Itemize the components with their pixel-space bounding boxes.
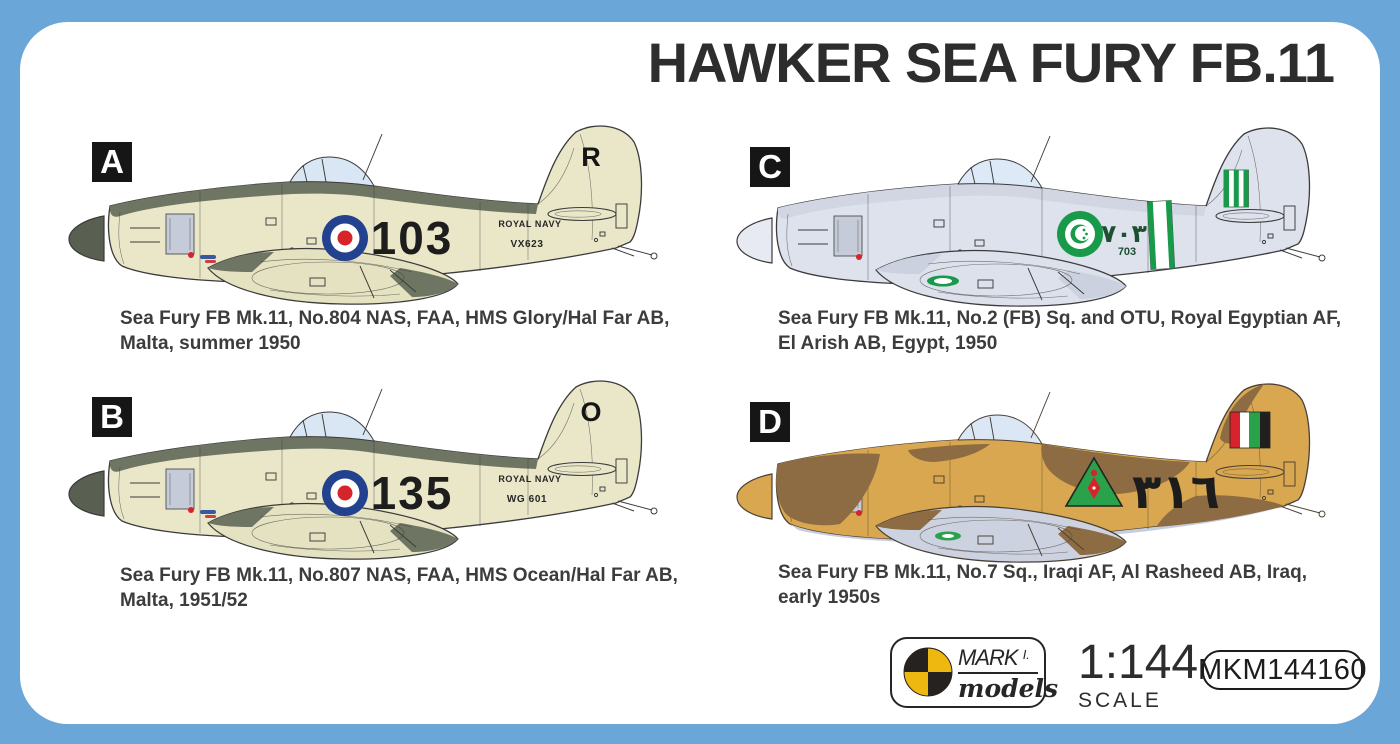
tail-letter: R — [581, 142, 601, 172]
brand-word-bottom: models — [958, 674, 1059, 703]
tail-letter: O — [580, 397, 602, 427]
aircraft-profile-d — [728, 378, 1328, 564]
egyptian-roundel — [1057, 211, 1103, 257]
fuselage-code-western: 703 — [1117, 246, 1137, 258]
scale-label: SCALE — [1078, 689, 1162, 712]
profile-d-badge: D — [750, 402, 790, 442]
fin-flash — [1224, 170, 1249, 207]
service-title: ROYAL NAVY — [498, 474, 562, 484]
brand-roman-numeral: I. — [1022, 647, 1030, 662]
raf-roundel — [322, 470, 368, 516]
brand-logo — [890, 637, 1059, 708]
profile-a-caption: Sea Fury FB Mk.11, No.804 NAS, FAA, HMS Glory/Hal Far AB, Malta, summer 1950 — [120, 308, 670, 354]
profile-c-badge: C — [750, 147, 790, 187]
fuselage-code-arabic: ٣١٦ — [1132, 464, 1220, 520]
brand-logo-icon — [903, 647, 953, 697]
scale-value: 1:144 — [1078, 636, 1199, 689]
profile-c-caption: Sea Fury FB Mk.11, No.2 (FB) Sq. and OTU, Royal Egyptian AF, El Arish AB, Egypt, 1950 — [778, 308, 1342, 354]
profile-b-badge: B — [92, 397, 132, 437]
aircraft-profile-c — [728, 122, 1328, 308]
fuselage-code-arabic: ٧٠٣ — [1101, 219, 1147, 248]
aircraft-profile-b — [60, 375, 660, 561]
fuselage-code: 135 — [370, 467, 454, 519]
serial-number: WG 601 — [506, 494, 548, 505]
scale-block — [1078, 638, 1198, 713]
aircraft-profile-a — [60, 120, 660, 306]
serial-number: VX623 — [510, 239, 544, 250]
raf-roundel — [322, 215, 368, 261]
brand-word-top: MARK $^{I.}$ — [958, 645, 1038, 674]
page-title: HAWKER SEA FURY FB.11 — [647, 31, 1334, 94]
profile-b-caption: Sea Fury FB Mk.11, No.807 NAS, FAA, HMS Ocean/Hal Far AB, Malta, 1951/52 — [120, 565, 678, 611]
service-title: ROYAL NAVY — [498, 219, 562, 229]
fuselage-code: 103 — [370, 212, 454, 264]
product-code-badge: MKM144160 — [1202, 650, 1363, 690]
profile-d-caption: Sea Fury FB Mk.11, No.7 Sq., Iraqi AF, Al Rasheed AB, Iraq, early 1950s — [778, 562, 1307, 608]
fin-flash — [1230, 412, 1270, 448]
profile-a-badge: A — [92, 142, 132, 182]
fuselage-band — [1147, 200, 1175, 269]
